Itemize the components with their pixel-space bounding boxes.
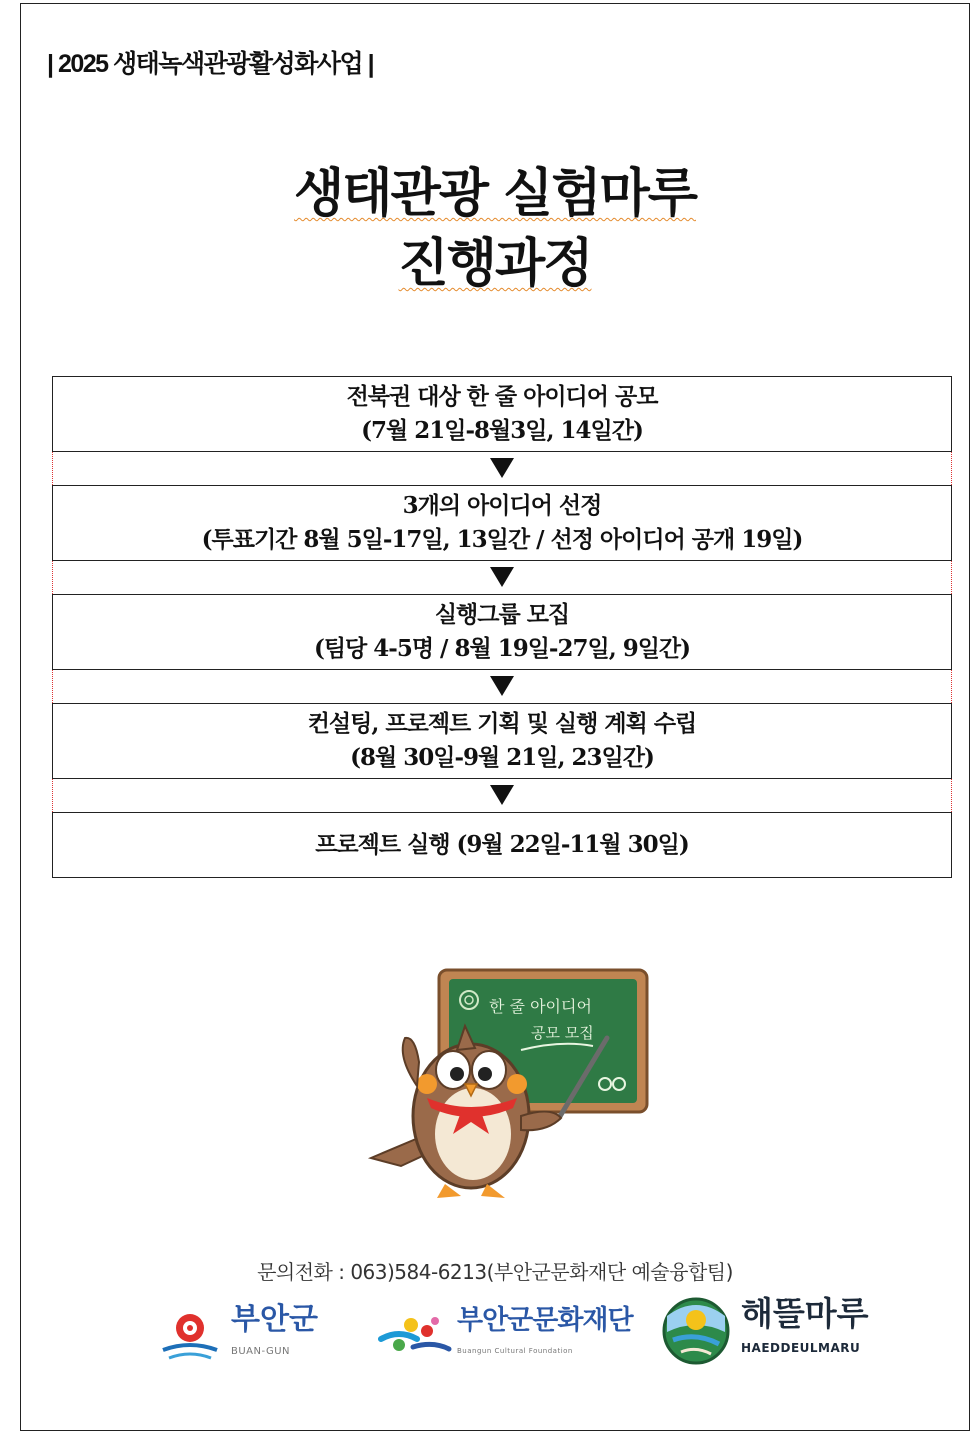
- title-text-2: 진행과정: [398, 234, 592, 294]
- buan-gun-logo: [159, 1304, 318, 1368]
- page-title-line2: [21, 232, 969, 296]
- downward-triangle-icon: [490, 567, 514, 587]
- haeddeulmaru-logo: [661, 1296, 869, 1366]
- logo-name: 해뜰마루: [741, 1294, 869, 1333]
- sponsor-logos: [21, 1296, 969, 1376]
- downward-triangle-icon: [490, 676, 514, 696]
- step-1-title: 전북권 대상 한 줄 아이디어 공모: [346, 383, 658, 410]
- haeddeulmaru-emblem-icon: [661, 1296, 731, 1366]
- downward-triangle-icon: [490, 458, 514, 478]
- title-text-1: 생태관광 실험마루: [294, 164, 696, 224]
- owl-mascot: [361, 966, 651, 1206]
- buan-gun-emblem-icon: [159, 1308, 221, 1364]
- contact-info: 문의전화 : 063)584-6213(부안군문화재단 예술융합팀): [257, 1260, 733, 1284]
- logo-subtitle: BUAN-GUN: [231, 1346, 291, 1357]
- step-3-box: [52, 594, 952, 670]
- downward-triangle-icon: [490, 785, 514, 805]
- page-title-line1: [21, 162, 969, 226]
- step-2-period: (투표기간 8월 5일-17일, 13일간 / 선정 아이디어 공개 19일): [201, 526, 803, 553]
- step-2-title: 3개의 아이디어 선정: [402, 492, 602, 519]
- step-5-box: [52, 812, 952, 878]
- flow-connector: [52, 779, 952, 812]
- flow-connector: [52, 670, 952, 703]
- logo-subtitle: HAEDDEULMARU: [741, 1341, 861, 1355]
- step-4-box: [52, 703, 952, 779]
- flow-connector: [52, 561, 952, 594]
- logo-subtitle: Buangun Cultural Foundation: [457, 1347, 573, 1355]
- step-1-period: (7월 21일-8월3일, 14일간): [361, 417, 643, 444]
- step-5-title: 프로젝트 실행 (9월 22일-11월 30일): [315, 831, 689, 858]
- step-3-title: 실행그룹 모집: [434, 601, 570, 628]
- step-1-box: [52, 376, 952, 452]
- board-text-1: 한 줄 아이디어: [489, 997, 592, 1016]
- program-tag: | 2025 생태녹색관광활성화사업 |: [47, 50, 374, 78]
- logo-name: 부안군: [231, 1302, 318, 1337]
- document-page: [20, 3, 970, 1431]
- board-text-2: 공모 모집: [531, 1024, 594, 1042]
- step-4-period: (8월 30일-9월 21일, 23일간): [350, 744, 654, 771]
- foundation-emblem-icon: [377, 1311, 453, 1361]
- process-flow: [52, 376, 952, 878]
- step-4-title: 컨설팅, 프로젝트 기획 및 실행 계획 수립: [307, 710, 697, 737]
- flow-connector: [52, 452, 952, 485]
- logo-name: 부안군문화재단: [457, 1305, 633, 1336]
- step-2-box: [52, 485, 952, 561]
- step-3-period: (팀당 4-5명 / 8월 19일-27일, 9일간): [313, 635, 691, 662]
- foundation-logo: [377, 1306, 633, 1366]
